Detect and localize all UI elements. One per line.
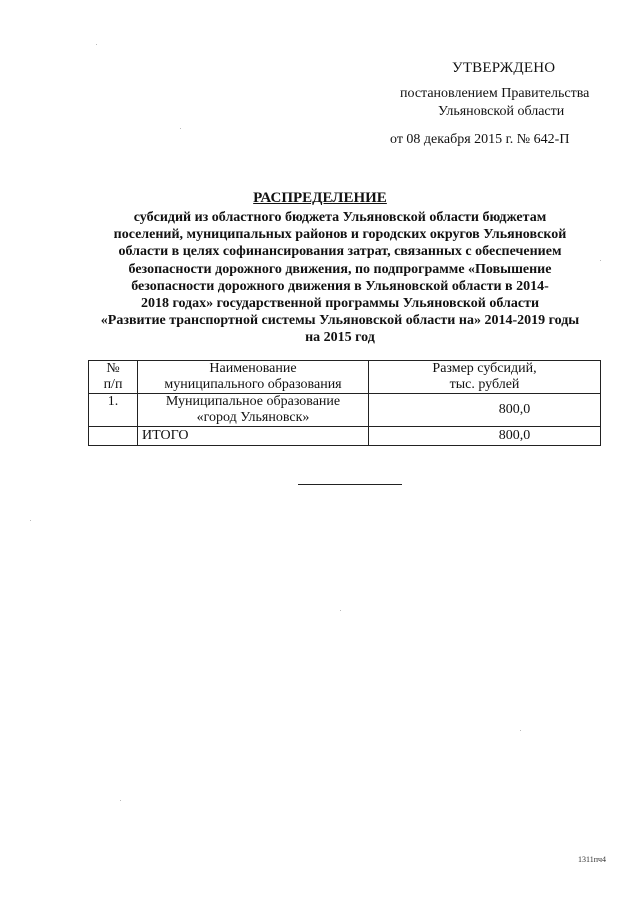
header-amount-cell xyxy=(369,361,601,394)
header-amount-line-1: Размер субсидий, xyxy=(432,361,537,376)
scan-speck xyxy=(120,800,121,801)
total-number-cell xyxy=(89,427,138,446)
table-header-row xyxy=(89,361,601,394)
table-row xyxy=(89,394,601,427)
document-subtitle xyxy=(70,209,610,347)
subtitle-line: безопасности дорожного движения, по подпрограмме «Повышение xyxy=(128,261,552,277)
header-number-line-2: п/п xyxy=(103,377,123,392)
subtitle-line: «Развитие транспортной системы Ульяновской области на» 2014-2019 годы xyxy=(100,313,580,329)
approval-line-1: постановлением Правительства xyxy=(400,86,590,101)
approval-date-line: от 08 декабря 2015 г. № 642-П xyxy=(390,132,570,147)
scan-speck xyxy=(30,520,31,521)
header-amount-line-2: тыс. рублей xyxy=(449,377,520,392)
approval-title: УТВЕРЖДЕНО xyxy=(452,60,556,76)
footer-code: 1311пч4 xyxy=(578,855,607,864)
scan-speck xyxy=(96,44,97,45)
header-name-line-1: Наименование xyxy=(209,361,297,376)
row-number-cell: 1. xyxy=(89,394,138,427)
subtitle-line: поселений, муниципальных районов и городских округов Ульяновской xyxy=(113,227,567,243)
row-name-cell xyxy=(138,394,369,427)
header-number-line-1: № xyxy=(106,361,120,376)
row-name-line-1: Муниципальное образование xyxy=(165,394,341,409)
scan-speck xyxy=(180,128,181,129)
subtitle-line: 2018 годах» государственной программы Ульяновской области xyxy=(140,296,540,312)
row-amount-cell: 800,0 xyxy=(369,394,601,427)
total-label-cell: ИТОГО xyxy=(138,427,369,446)
header-name-cell xyxy=(138,361,369,394)
subtitle-line: субсидий из областного бюджета Ульяновской области бюджетам xyxy=(133,210,547,225)
table-total-row xyxy=(89,427,601,446)
document-title: РАСПРЕДЕЛЕНИЕ xyxy=(253,190,387,206)
row-name-line-2: «город Ульяновск» xyxy=(196,410,310,425)
subtitle-line: на 2015 год xyxy=(305,330,375,346)
scan-speck xyxy=(520,730,521,731)
subtitle-line: безопасности дорожного движения в Ульяновской области в 2014- xyxy=(131,278,549,294)
approval-line-2: Ульяновской области xyxy=(438,104,565,119)
total-amount-cell: 800,0 xyxy=(369,427,601,446)
subsidy-table xyxy=(88,360,601,446)
scan-speck xyxy=(340,610,341,611)
subtitle-line: области в целях софинансирования затрат, связанных с обеспечением xyxy=(118,244,562,260)
header-number-cell xyxy=(89,361,138,394)
end-rule xyxy=(298,484,402,485)
header-name-line-2: муниципального образования xyxy=(164,377,342,392)
scan-speck xyxy=(600,260,601,261)
